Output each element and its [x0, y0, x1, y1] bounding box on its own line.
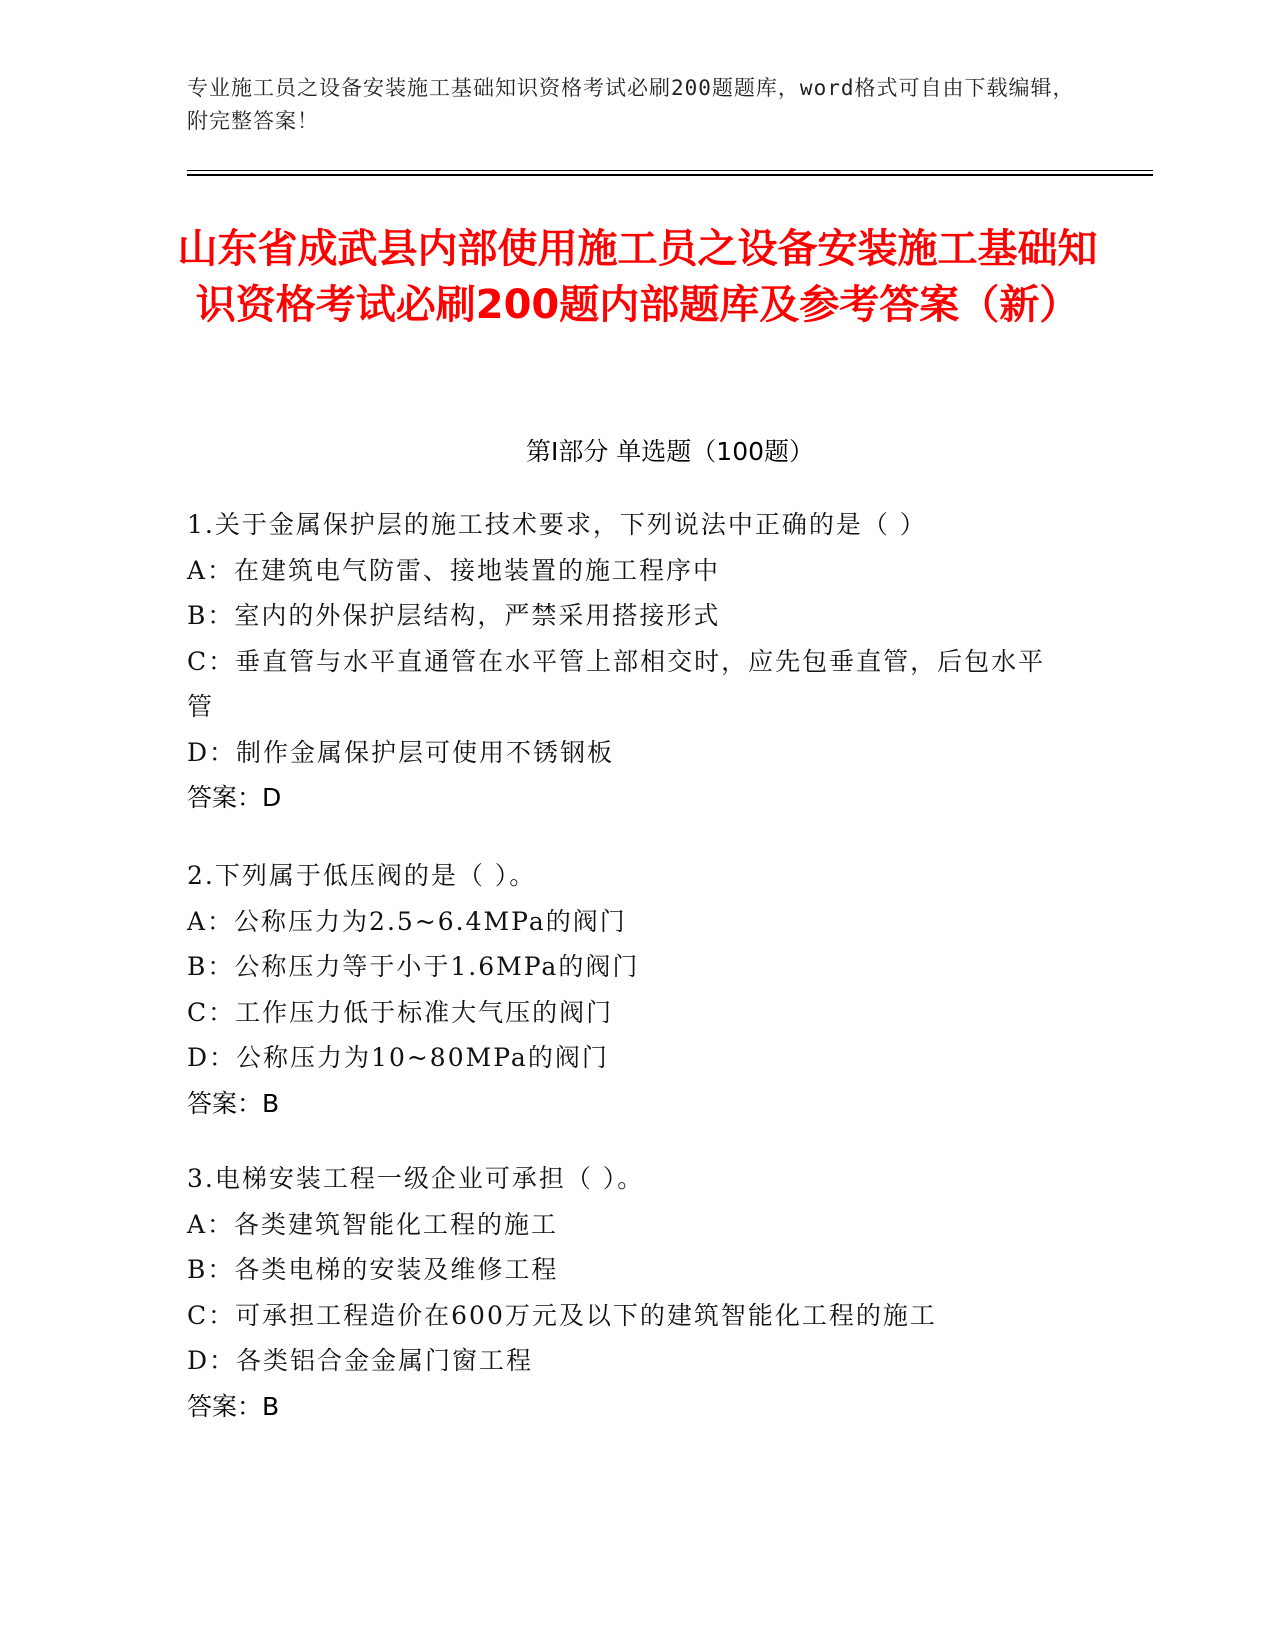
- question-stem: 3.电梯安装工程一级企业可承担（ ）。: [187, 1164, 645, 1193]
- option-a: A：公称压力为2.5~6.4MPa的阀门: [187, 906, 627, 936]
- option-a: A：各类建筑智能化工程的施工: [187, 1209, 559, 1239]
- answer: 答案：D: [187, 783, 282, 812]
- option-a: A：在建筑电气防雷、接地装置的施工程序中: [187, 555, 721, 585]
- header-divider-top: [187, 170, 1153, 171]
- section-title: 第Ⅰ部分 单选题（100题）: [525, 437, 815, 466]
- question-1: [187, 502, 1087, 821]
- option-c: C：可承担工程造价在600万元及以下的建筑智能化工程的施工: [187, 1300, 937, 1330]
- option-c: C：工作压力低于标准大气压的阀门: [187, 997, 614, 1027]
- option-d: D：公称压力为10~80MPa的阀门: [187, 1043, 609, 1072]
- document-title: 山东省成武县内部使用施工员之设备安装施工基础知识资格考试必刷200题内部题库及参考答案（新）: [177, 226, 1098, 328]
- answer: 答案：B: [187, 1088, 280, 1118]
- header-note: 专业施工员之设备安装施工基础知识资格考试必刷200题题库，word格式可自由下载编辑，附完整答案！: [187, 76, 1075, 133]
- question-stem: 1.关于金属保护层的施工技术要求，下列说法中正确的是（ ）: [187, 510, 927, 539]
- option-d: D：各类铝合金金属门窗工程: [187, 1346, 534, 1375]
- question-stem: 2.下列属于低压阀的是（ ）。: [187, 861, 537, 890]
- question-3: [187, 1156, 1087, 1429]
- option-b: B：各类电梯的安装及维修工程: [187, 1255, 559, 1284]
- option-b: B：公称压力等于小于1.6MPa的阀门: [187, 952, 640, 981]
- option-c: C：垂直管与水平直通管在水平管上部相交时，应先包垂直管，后包水平管: [187, 646, 1046, 721]
- header-divider-bottom: [187, 174, 1153, 176]
- option-d: D：制作金属保护层可使用不锈钢板: [187, 737, 615, 767]
- question-2: [187, 853, 1087, 1126]
- option-b: B：室内的外保护层结构，严禁采用搭接形式: [187, 601, 721, 630]
- answer: 答案：B: [187, 1391, 280, 1421]
